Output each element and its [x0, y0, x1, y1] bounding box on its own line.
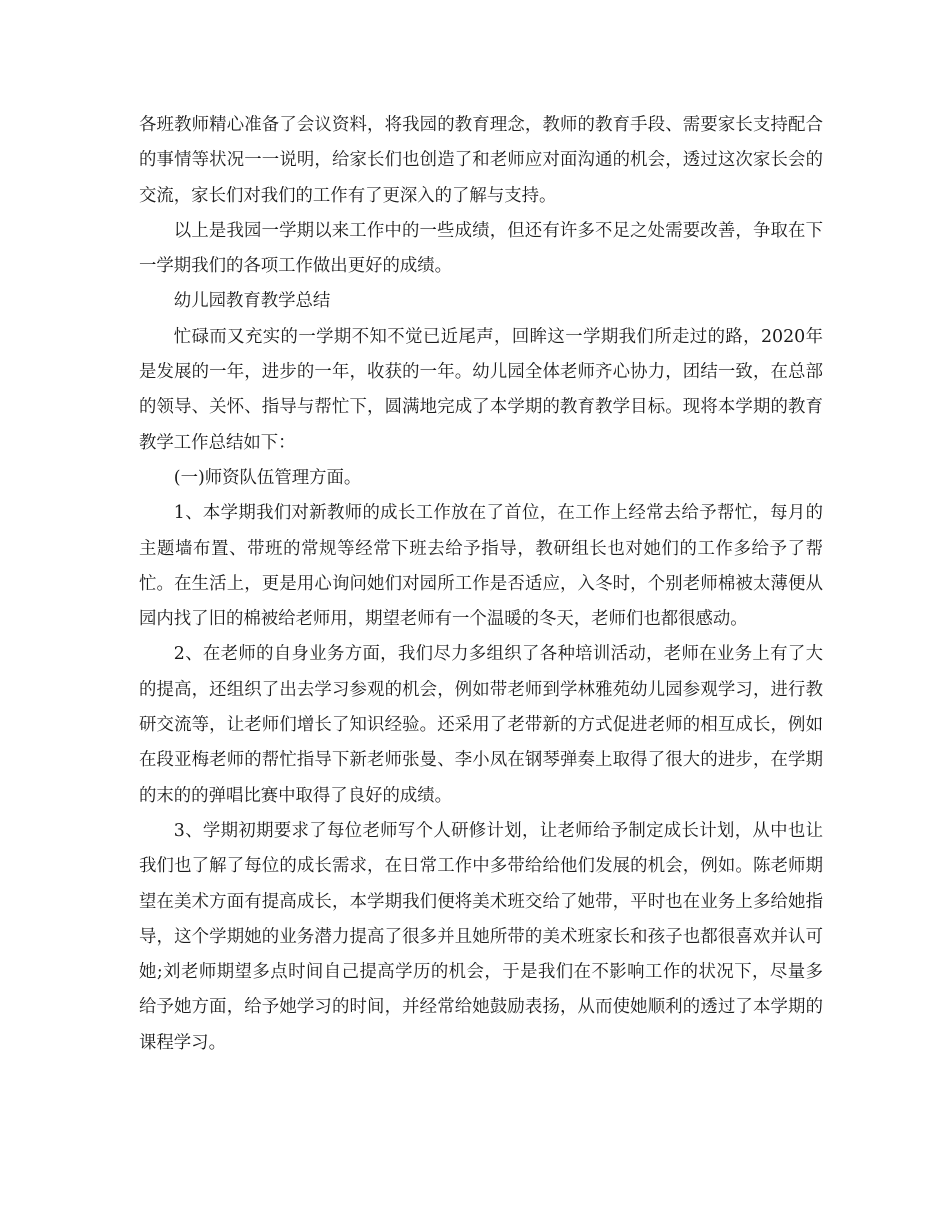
- paragraph-item-3: 3、学期初期要求了每位老师写个人研修计划，让老师给予制定成长计划，从中也让我们也了解了每位的成长需求，在日常工作中多带给给他们发展的机会，例如。陈老师期望在美术方面有提高成长，本学期我们便将美术班交给了她带，平时也在业务上多给她指导，这个学期她的业务潜力提高了很多并且她所带的美术班家长和孩子也都很喜欢并认可她;刘老师期望多点时间自己提高学历的机会，于是我们在不影响工作的状况下，尽量多给予她方面，给予她学习的时间，并经常给她鼓励表扬，从而使她顺利的透过了本学期的课程学习。: [139, 820, 823, 1053]
- document-body: [139, 108, 823, 1061]
- paragraph-item-2: 2、在老师的自身业务方面，我们尽力多组织了各种培训活动，老师在业务上有了大的提高，还组织了出去学习参观的机会，例如带老师到学林雅苑幼儿园参观学习，进行教研交流等，让老师们增长了知识经验。还采用了老带新的方式促进老师的相互成长，例如在段亚梅老师的帮忙指导下新老师张曼、李小凤在钢琴弹奏上取得了很大的进步，在学期的末的的弹唱比赛中取得了良好的成绩。: [139, 644, 823, 806]
- paragraph-conclusion: 以上是我园一学期以来工作中的一些成绩，但还有许多不足之处需要改善，争取在下一学期我们的各项工作做出更好的成绩。: [139, 220, 823, 277]
- paragraph-intro: 忙碌而又充实的一学期不知不觉已近尾声，回眸这一学期我们所走过的路，2020年是发展的一年，进步的一年，收获的一年。幼儿园全体老师齐心协力，团结一致，在总部的领导、关怀、指导与帮忙下，圆满地完成了本学期的教育教学目标。现将本学期的教育教学工作总结如下：: [139, 326, 823, 453]
- paragraph-parent-meeting: 各班教师精心准备了会议资料，将我园的教育理念，教师的教育手段、需要家长支持配合的事情等状况一一说明，给家长们也创造了和老师应对面沟通的机会，透过这次家长会的交流，家长们对我们的工作有了更深入的了解与支持。: [139, 115, 823, 206]
- section-heading: 幼儿园教育教学总结: [173, 291, 331, 312]
- subsection-heading: (一)师资队伍管理方面。: [173, 467, 362, 488]
- paragraph-item-1: 1、本学期我们对新教师的成长工作放在了首位，在工作上经常去给予帮忙，每月的主题墙布置、带班的常规等经常下班去给予指导，教研组长也对她们的工作多给予了帮忙。在生活上，更是用心询问她们对园所工作是否适应，入冬时，个别老师棉被太薄便从园内找了旧的棉被给老师用，期望老师有一个温暖的冬天，老师们也都很感动。: [139, 503, 823, 630]
